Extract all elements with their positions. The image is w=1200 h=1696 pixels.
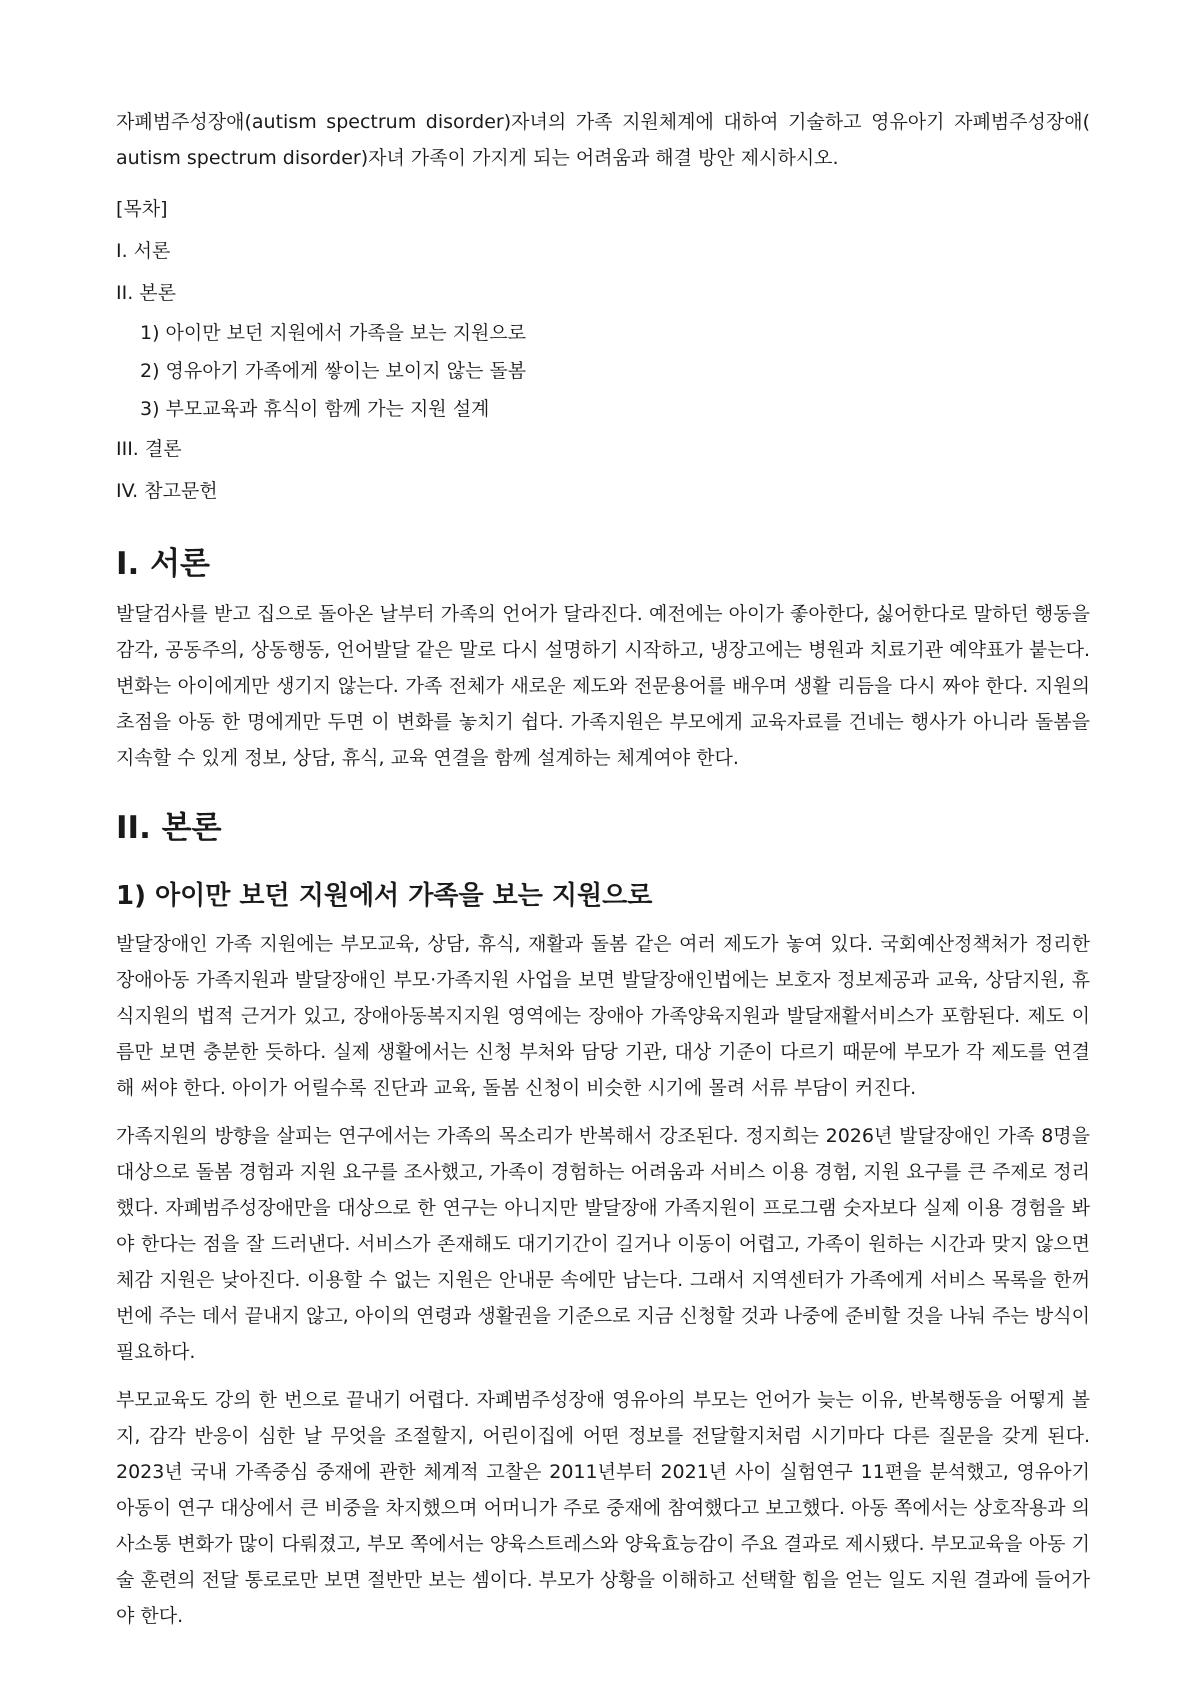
toc-item-body-3: 3) 부모교육과 휴식이 함께 가는 지원 설계 <box>140 398 490 420</box>
intro-paragraph: 발달검사를 받고 집으로 돌아온 날부터 가족의 언어가 달라진다. 예전에는 아이가 좋아한다, 싫어한다로 말하던 행동을 감각, 공동주의, 상동행동, 언어발달 같은 말로 다시 설명하기 시작하고, 냉장고에는 병원과 치료기관 예약표가 붙는다. 변화는 아이에게만 생기지 않는다. 가족 전체가 새로운 제도와 전문용어를 배우며 생활 리듬을 다시 짜야 한다. 지원의 초점을 아동 한 명에게만 두면 이 변화를 놓치기 쉽다. 가족지원은 부모에게 교육자료를 건네는 행사가 아니라 돌봄을 지속할 수 있게 정보, 상담, 휴식, 교육 연결을 함께 설계하는 체계여야 한다. <box>116 603 1090 769</box>
toc-heading: [목차] <box>116 198 168 220</box>
toc-item-intro: I. 서론 <box>116 240 171 262</box>
assignment-question: 자폐범주성장애(autism spectrum disorder)자녀의 가족 지원체계에 대하여 기술하고 영유아기 자폐범주성장애( autism spectrum disorder)자녀 가족이 가지게 되는 어려움과 해결 방안 제시하시오. <box>116 111 1090 169</box>
toc-item-body: II. 본론 <box>116 282 176 304</box>
body-heading: II. 본론 <box>116 810 222 846</box>
subsection-1-heading: 1) 아이만 보던 지원에서 가족을 보는 지원으로 <box>116 881 653 911</box>
table-of-contents <box>116 188 1090 512</box>
toc-item-body-2: 2) 영유아기 가족에게 쌓이는 보이지 않는 돌봄 <box>140 360 527 382</box>
subsection-1-paragraph-2: 가족지원의 방향을 살피는 연구에서는 가족의 목소리가 반복해서 강조된다. 정지희는 2026년 발달장애인 가족 8명을 대상으로 돌봄 경험과 지원 요구를 조사했고, 가족이 경험하는 어려움과 서비스 이용 경험, 지원 요구를 큰 주제로 정리했다. 자폐범주성장애만을 대상으로 한 연구는 아니지만 발달장애 가족지원이 프로그램 숫자보다 실제 이용 경험을 봐야 한다는 점을 잘 드러낸다. 서비스가 존재해도 대기기간이 길거나 이동이 어렵고, 가족이 원하는 시간과 맞지 않으면 체감 지원은 낮아진다. 이용할 수 없는 지원은 안내문 속에만 남는다. 그래서 지역센터가 가족에게 서비스 목록을 한꺼번에 주는 데서 끝내지 않고, 아이의 연령과 생활권을 기준으로 지금 신청할 것과 나중에 준비할 것을 나눠 주는 방식이 필요하다. <box>116 1125 1090 1363</box>
toc-item-references: IV. 참고문헌 <box>116 480 218 502</box>
subsection-1-paragraph-3: 부모교육도 강의 한 번으로 끝내기 어렵다. 자폐범주성장애 영유아의 부모는 언어가 늦는 이유, 반복행동을 어떻게 볼지, 감각 반응이 심한 날 무엇을 조절할지, 어린이집에 어떤 정보를 전달할지처럼 시기마다 다른 질문을 갖게 된다. 2023년 국내 가족중심 중재에 관한 체계적 고찰은 2011년부터 2021년 사이 실험연구 11편을 분석했고, 영유아기 아동이 연구 대상에서 큰 비중을 차지했으며 어머니가 주로 중재에 참여했다고 보고했다. 아동 쪽에서는 상호작용과 의사소통 변화가 많이 다뤄졌고, 부모 쪽에서는 양육스트레스와 양육효능감이 주요 결과로 제시됐다. 부모교육을 아동 기술 훈련의 전달 통로로만 보면 절반만 보는 셈이다. 부모가 상황을 이해하고 선택할 힘을 얻는 일도 지원 결과에 들어가야 한다. <box>116 1389 1090 1627</box>
intro-heading: I. 서론 <box>116 546 210 582</box>
subsection-1-paragraph-1: 발달장애인 가족 지원에는 부모교육, 상담, 휴식, 재활과 돌봄 같은 여러 제도가 놓여 있다. 국회예산정책처가 정리한 장애아동 가족지원과 발달장애인 부모·가족지원 사업을 보면 발달장애인법에는 보호자 정보제공과 교육, 상담지원, 휴식지원의 법적 근거가 있고, 장애아동복지지원 영역에는 장애아 가족양육지원과 발달재활서비스가 포함된다. 제도 이름만 보면 충분한 듯하다. 실제 생활에서는 신청 부처와 담당 기관, 대상 기준이 다르기 때문에 부모가 각 제도를 연결해 써야 한다. 아이가 어릴수록 진단과 교육, 돌봄 신청이 비슷한 시기에 몰려 서류 부담이 커진다. <box>116 933 1090 1099</box>
toc-item-body-1: 1) 아이만 보던 지원에서 가족을 보는 지원으로 <box>140 322 527 344</box>
toc-item-conclusion: III. 결론 <box>116 438 182 460</box>
